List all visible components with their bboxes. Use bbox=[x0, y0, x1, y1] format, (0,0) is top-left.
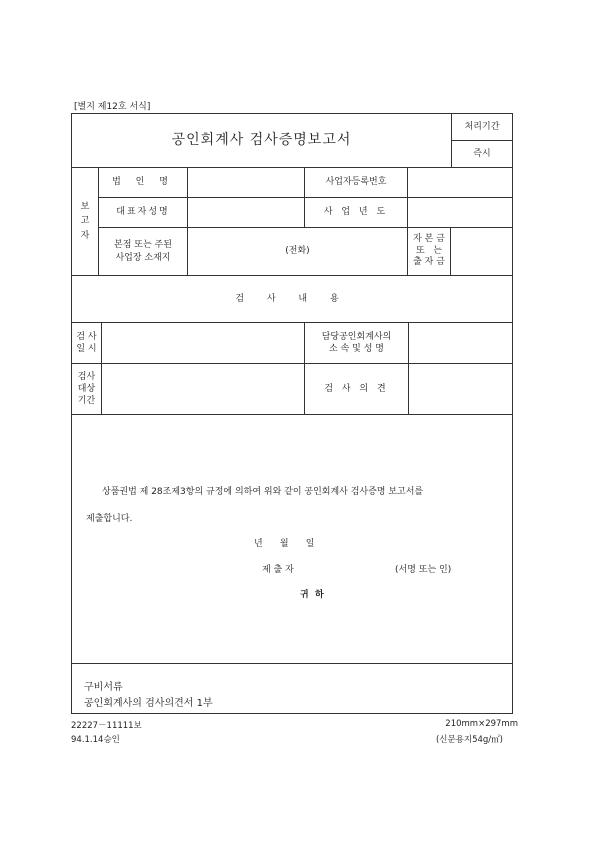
footer-paper: (신문용지54g/㎡) bbox=[435, 735, 503, 745]
attachments-item: 공인회계사의 검사의견서 1부 bbox=[84, 698, 213, 709]
corp-name-value[interactable] bbox=[188, 168, 304, 197]
footer-size: 210mm×297mm bbox=[445, 719, 518, 729]
inspection-period-label: 검사 대상 기간 bbox=[77, 371, 96, 407]
footer-approval: 94.1.14승인 bbox=[71, 735, 120, 745]
opinion-label: 검 사 의 견 bbox=[324, 383, 389, 394]
opinion-value[interactable] bbox=[409, 364, 512, 414]
form-label: [별지 제12호 서식] bbox=[74, 102, 151, 112]
attachments-label: 구비서류 bbox=[84, 682, 123, 693]
accountant-value[interactable] bbox=[409, 323, 512, 363]
inspection-section-title: 검 사 내 용 bbox=[235, 293, 349, 304]
phone-label: (전화) bbox=[285, 246, 310, 257]
statement-line2: 제출합니다. bbox=[86, 514, 133, 524]
submitter-label: 제 출 자 bbox=[262, 565, 294, 575]
reporter-section-label: 보 고 자 bbox=[80, 201, 90, 241]
capital-label: 자 본 금 또 는 출 자 금 bbox=[413, 233, 445, 268]
form-title: 공인회계사 검사증명보고서 bbox=[171, 132, 352, 149]
footer-code: 22227－11111보 bbox=[71, 721, 142, 731]
rep-name-value[interactable] bbox=[188, 198, 304, 227]
address-label: 본점 또는 주된 사업장 소재지 bbox=[114, 240, 172, 263]
capital-value[interactable] bbox=[451, 228, 512, 275]
inspection-date-label: 검 사 일 시 bbox=[76, 331, 97, 354]
reg-no-label: 사업자등록번호 bbox=[325, 177, 387, 188]
statement-date: 년 월 일 bbox=[254, 539, 315, 549]
biz-year-label: 사 업 년 도 bbox=[323, 207, 389, 218]
processing-period-label: 처리기간 bbox=[464, 121, 500, 132]
corp-name-label: 법 인 명 bbox=[112, 177, 174, 188]
accountant-label: 담당공인회계사의 소 속 및 성 명 bbox=[321, 331, 392, 354]
statement-line1: 상품권법 제 28조제3항의 규정에 의하여 위와 같이 공인회계사 검사증명 보고서를 bbox=[102, 487, 424, 497]
inspection-date-value[interactable] bbox=[102, 323, 304, 363]
reg-no-value[interactable] bbox=[408, 168, 512, 197]
signature-hint: (서명 또는 인) bbox=[395, 565, 452, 575]
rep-name-label: 대표자성명 bbox=[116, 207, 170, 218]
processing-period-value: 즉시 bbox=[473, 148, 491, 159]
inspection-period-value[interactable] bbox=[102, 364, 304, 414]
biz-year-value[interactable] bbox=[408, 198, 512, 227]
addressee: 귀 하 bbox=[300, 590, 324, 600]
